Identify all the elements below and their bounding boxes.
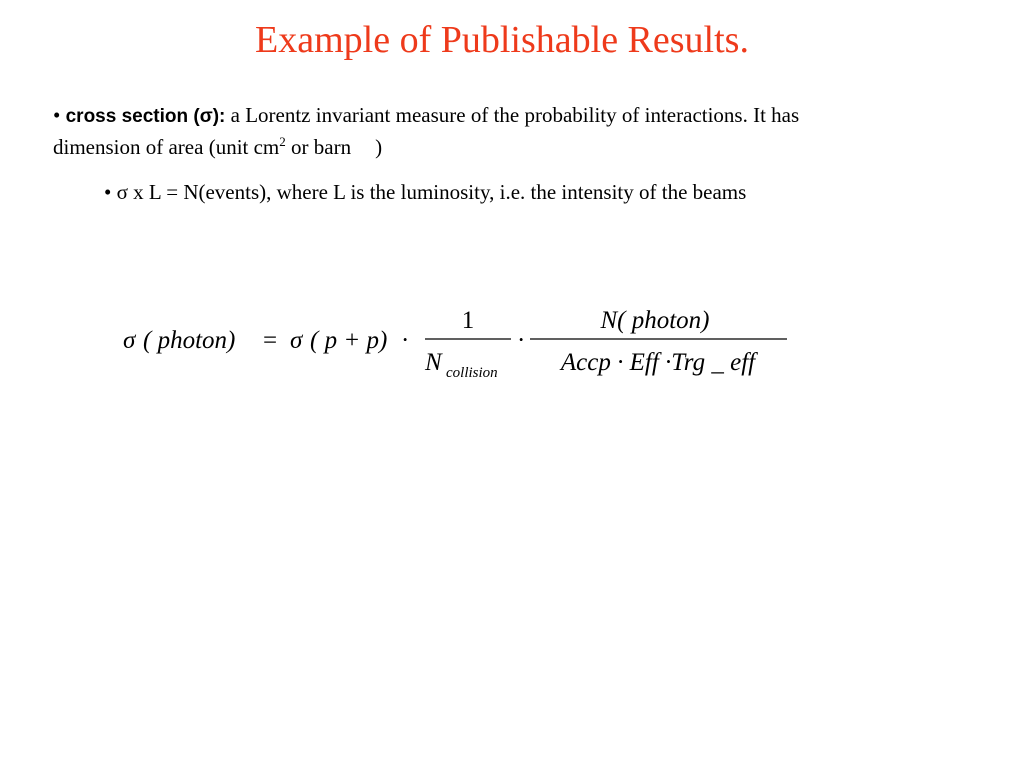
bullet-marker: • bbox=[53, 103, 61, 127]
formula-lhs-argument: ( photon) bbox=[143, 327, 236, 354]
fraction-1-subscript: collision bbox=[446, 365, 498, 381]
cross-section-formula bbox=[100, 290, 820, 400]
fraction-1-numerator: 1 bbox=[461, 307, 475, 334]
fraction-1-denominator: N bbox=[425, 349, 442, 376]
formula-equals: = bbox=[263, 327, 278, 354]
fraction-2-numerator: N( photon) bbox=[600, 307, 710, 334]
formula-rhs-sigma: σ bbox=[290, 327, 303, 354]
formula-dot-2: · bbox=[517, 327, 526, 354]
luminosity-text: σ x L = N(events), where L is the luminosity, i.e. the intensity of the beams bbox=[116, 180, 747, 204]
bullet-cross-section bbox=[53, 100, 833, 162]
formula-rhs-argument: ( p + p) bbox=[310, 327, 388, 354]
fraction-2-denominator: Accp · Eff ·Trg _ eff bbox=[560, 349, 756, 376]
bullet-marker: • bbox=[104, 180, 112, 204]
bullet-luminosity bbox=[104, 177, 746, 207]
closing-paren: ) bbox=[375, 135, 383, 159]
slide-title: Example of Publishable Results. bbox=[255, 19, 749, 61]
alternate-unit-text: or barn bbox=[291, 135, 352, 159]
formula-lhs-sigma: σ bbox=[123, 327, 136, 354]
formula-dot-1: · bbox=[401, 327, 410, 354]
term-cross-section: cross section (σ): bbox=[65, 106, 226, 127]
unit-exponent: 2 bbox=[279, 134, 286, 149]
definition-text: a Lorentz invariant measure of the probability of interactions. It has dimension of area (unit cm bbox=[53, 103, 800, 159]
